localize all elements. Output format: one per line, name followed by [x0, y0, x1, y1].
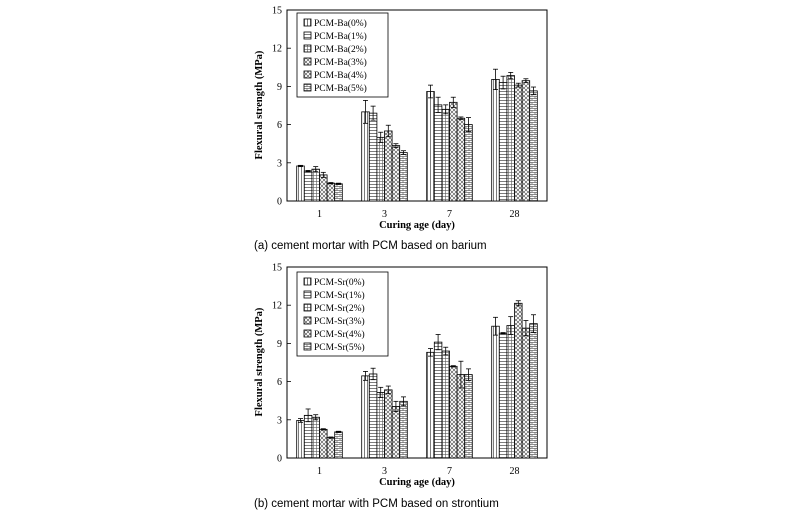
legend — [297, 13, 388, 97]
bar — [507, 326, 515, 458]
bar — [400, 401, 408, 458]
x-axis-tick-labels — [317, 466, 520, 477]
bar — [400, 153, 408, 201]
y-axis-ticks — [272, 6, 291, 208]
bar — [442, 351, 450, 458]
caption-b: (b) cement mortar with PCM based on strontium — [254, 498, 499, 510]
bar — [320, 429, 328, 458]
bar — [522, 328, 530, 458]
bar — [434, 342, 442, 458]
bar — [327, 183, 335, 201]
legend-swatch — [304, 304, 311, 311]
bar — [320, 175, 328, 201]
bar — [499, 83, 507, 201]
legend-label: PCM-Sr(5%) — [314, 343, 365, 353]
bar — [377, 137, 385, 201]
bar — [515, 303, 523, 458]
legend-label: PCM-Ba(3%) — [314, 58, 367, 68]
bar — [507, 76, 515, 201]
y-tick-label: 3 — [277, 415, 282, 427]
bar — [492, 79, 500, 201]
legend-swatch — [304, 84, 311, 91]
bar — [450, 102, 458, 201]
x-axis-tick-labels — [317, 209, 520, 220]
legend-label: PCM-Ba(5%) — [314, 84, 367, 94]
x-axis-title: Curing age (day) — [379, 477, 455, 488]
x-tick-label: 1 — [317, 209, 322, 220]
bar — [335, 184, 343, 201]
legend-swatch — [304, 330, 311, 337]
bar — [465, 125, 473, 201]
y-tick-label: 9 — [277, 338, 282, 350]
x-tick-label: 7 — [447, 466, 452, 477]
legend-label: PCM-Ba(1%) — [314, 32, 367, 42]
legend-swatch — [304, 317, 311, 324]
y-axis-title: Flexural strength (MPa) — [254, 50, 265, 160]
legend-swatch — [304, 71, 311, 78]
bar — [450, 366, 458, 458]
legend-swatch — [304, 32, 311, 39]
bar — [515, 85, 523, 201]
legend-swatch — [304, 343, 311, 350]
bar — [304, 171, 312, 201]
bar — [530, 324, 538, 458]
bar — [327, 438, 335, 458]
x-tick-label: 7 — [447, 209, 452, 220]
bar — [392, 406, 400, 458]
y-tick-label: 0 — [277, 196, 282, 208]
bar — [530, 91, 538, 201]
bar — [369, 374, 377, 458]
y-axis-title: Flexural strength (MPa) — [254, 307, 265, 417]
y-tick-label: 15 — [272, 262, 282, 274]
x-axis-title: Curing age (day) — [379, 220, 455, 231]
bar — [297, 420, 305, 458]
y-tick-label: 6 — [277, 377, 282, 389]
bar — [392, 146, 400, 201]
bar — [442, 109, 450, 201]
bar — [312, 169, 320, 201]
bar — [427, 91, 435, 201]
bar — [362, 112, 370, 201]
bar — [522, 81, 530, 201]
legend-swatch — [304, 45, 311, 52]
y-tick-label: 6 — [277, 120, 282, 132]
legend — [297, 272, 388, 356]
bar — [499, 333, 507, 458]
bar — [297, 166, 305, 201]
x-tick-label: 28 — [509, 209, 520, 220]
x-tick-label: 3 — [382, 209, 387, 220]
legend-swatch — [304, 278, 311, 285]
bar — [492, 326, 500, 458]
bar — [385, 131, 393, 201]
y-tick-label: 15 — [272, 5, 282, 17]
bar — [457, 118, 465, 201]
caption-a: (a) cement mortar with PCM based on barium — [254, 240, 487, 252]
bar — [362, 376, 370, 458]
legend-swatch — [304, 291, 311, 298]
bar — [335, 432, 343, 458]
y-axis-ticks — [272, 263, 291, 465]
legend-label: PCM-Ba(0%) — [314, 19, 367, 29]
legend-label: PCM-Sr(0%) — [314, 278, 365, 288]
legend-swatch — [304, 19, 311, 26]
legend-label: PCM-Ba(4%) — [314, 71, 367, 81]
y-tick-label: 12 — [272, 43, 282, 55]
bar — [312, 417, 320, 458]
bar — [434, 105, 442, 201]
bar — [385, 390, 393, 458]
y-tick-label: 9 — [277, 81, 282, 93]
legend-label: PCM-Sr(3%) — [314, 317, 365, 327]
y-tick-label: 12 — [272, 300, 282, 312]
chart-panel-b — [254, 263, 547, 511]
bar — [427, 352, 435, 458]
bar — [465, 375, 473, 458]
legend-label: PCM-Ba(2%) — [314, 45, 367, 55]
legend-label: PCM-Sr(2%) — [314, 304, 365, 314]
x-tick-label: 28 — [509, 466, 520, 477]
legend-swatch — [304, 58, 311, 65]
legend-label: PCM-Sr(4%) — [314, 330, 365, 340]
x-tick-label: 1 — [317, 466, 322, 477]
bar — [377, 392, 385, 458]
x-tick-label: 3 — [382, 466, 387, 477]
legend-label: PCM-Sr(1%) — [314, 291, 365, 301]
y-tick-label: 3 — [277, 158, 282, 170]
chart-panel-a — [254, 6, 547, 253]
bar — [369, 113, 377, 201]
y-tick-label: 0 — [277, 453, 282, 465]
